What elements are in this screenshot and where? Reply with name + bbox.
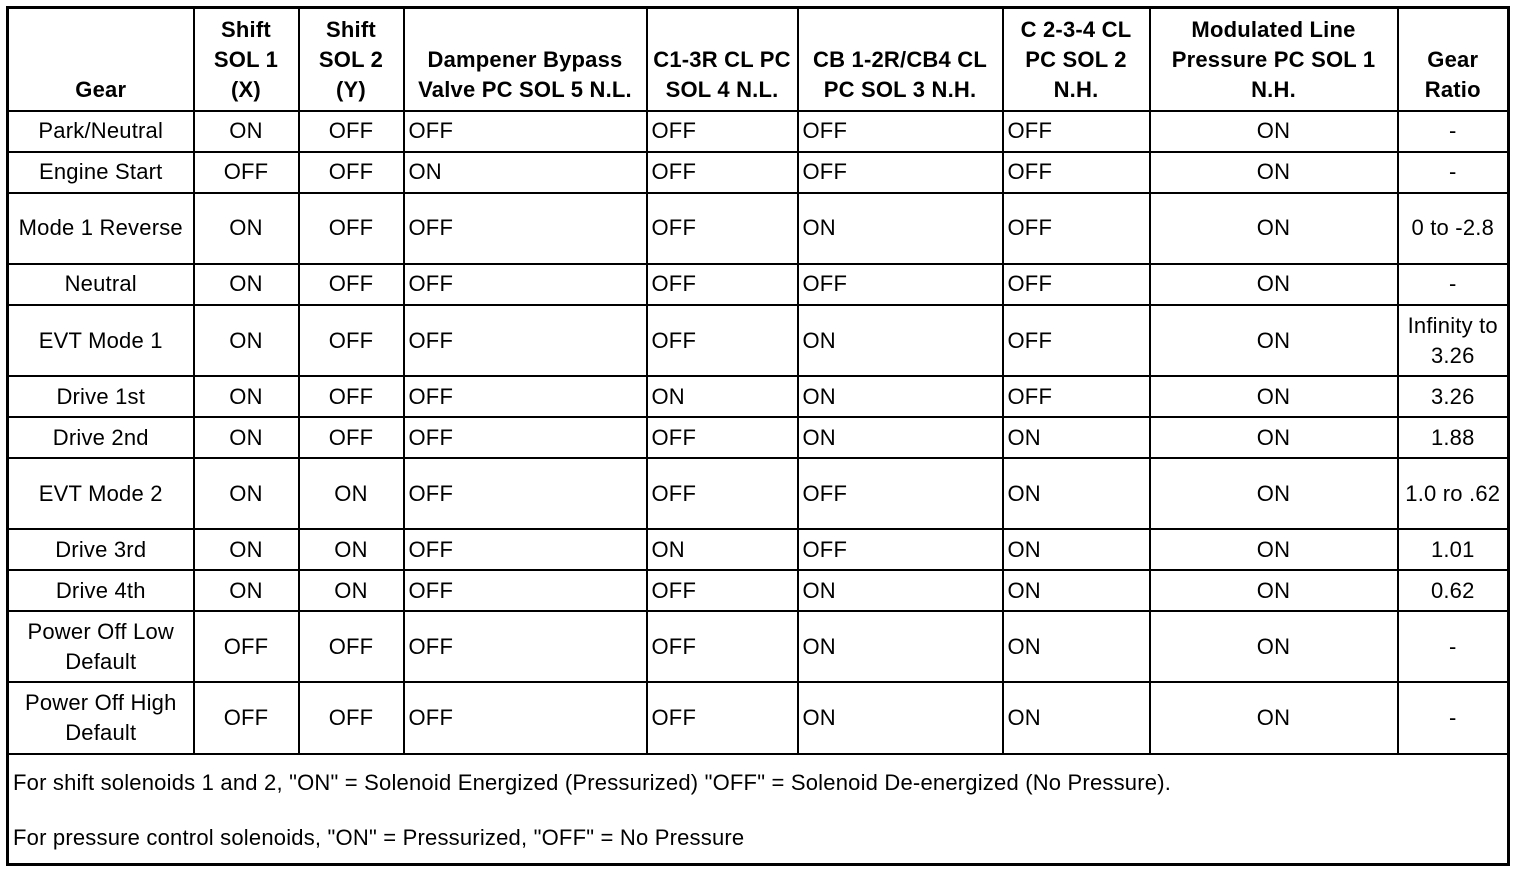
pc-sol-2-cell: OFF: [1003, 111, 1150, 152]
table-row: [8, 529, 1509, 570]
header-pc-sol-3: CB 1-2R/CB4 CL PC SOL 3 N.H.: [798, 8, 1003, 112]
shift-sol-2-cell: ON: [299, 570, 404, 611]
header-shift-sol-1: Shift SOL 1 (X): [194, 8, 299, 112]
table-row: [8, 458, 1509, 529]
pc-sol-1-cell: ON: [1150, 305, 1398, 376]
shift-sol-1-cell: ON: [194, 264, 299, 305]
gear-ratio-cell: -: [1398, 682, 1509, 754]
pc-sol-5-cell: OFF: [404, 458, 647, 529]
gear-cell: Drive 2nd: [8, 417, 194, 458]
shift-sol-1-cell: ON: [194, 111, 299, 152]
shift-sol-2-cell: OFF: [299, 193, 404, 264]
gear-cell: Engine Start: [8, 152, 194, 193]
pc-sol-1-cell: ON: [1150, 458, 1398, 529]
table-row: [8, 193, 1509, 264]
gear-ratio-cell: 3.26: [1398, 376, 1509, 417]
pc-sol-5-cell: OFF: [404, 193, 647, 264]
shift-sol-2-cell: OFF: [299, 152, 404, 193]
pc-sol-1-cell: ON: [1150, 611, 1398, 682]
pc-sol-1-cell: ON: [1150, 417, 1398, 458]
shift-sol-2-cell: ON: [299, 458, 404, 529]
gear-ratio-cell: 1.01: [1398, 529, 1509, 570]
pc-sol-5-cell: OFF: [404, 529, 647, 570]
pc-sol-4-cell: OFF: [647, 682, 798, 754]
notes-cell: [8, 754, 1509, 865]
gear-cell: Neutral: [8, 264, 194, 305]
pc-sol-3-cell: ON: [798, 611, 1003, 682]
pc-sol-2-cell: ON: [1003, 570, 1150, 611]
shift-sol-1-cell: ON: [194, 193, 299, 264]
pc-sol-4-cell: OFF: [647, 305, 798, 376]
gear-cell: Park/Neutral: [8, 111, 194, 152]
gear-cell: EVT Mode 1: [8, 305, 194, 376]
table-row: [8, 611, 1509, 682]
pc-sol-5-cell: OFF: [404, 682, 647, 754]
pc-sol-3-cell: ON: [798, 570, 1003, 611]
gear-cell: EVT Mode 2: [8, 458, 194, 529]
pc-sol-3-cell: ON: [798, 417, 1003, 458]
gear-ratio-cell: -: [1398, 611, 1509, 682]
shift-sol-1-cell: OFF: [194, 611, 299, 682]
shift-sol-1-cell: ON: [194, 376, 299, 417]
shift-sol-2-cell: ON: [299, 529, 404, 570]
pc-sol-3-cell: ON: [798, 193, 1003, 264]
shift-sol-2-cell: OFF: [299, 305, 404, 376]
pressure-control-note: For pressure control solenoids, "ON" = Pressurized, "OFF" = No Pressure: [13, 825, 745, 850]
pc-sol-5-cell: OFF: [404, 305, 647, 376]
solenoid-application-table: [6, 6, 1510, 866]
pc-sol-4-cell: ON: [647, 376, 798, 417]
pc-sol-1-cell: ON: [1150, 193, 1398, 264]
pc-sol-3-cell: ON: [798, 376, 1003, 417]
table-row: [8, 152, 1509, 193]
gear-ratio-cell: 1.0 ro .62: [1398, 458, 1509, 529]
shift-sol-1-cell: ON: [194, 305, 299, 376]
header-pc-sol-2: C 2-3-4 CL PC SOL 2 N.H.: [1003, 8, 1150, 112]
shift-solenoid-note: For shift solenoids 1 and 2, "ON" = Solenoid Energized (Pressurized) "OFF" = Solenoid De-energized (No Pressure).: [13, 770, 1172, 795]
pc-sol-1-cell: ON: [1150, 264, 1398, 305]
header-gear: Gear: [8, 8, 194, 112]
shift-sol-2-cell: OFF: [299, 417, 404, 458]
pc-sol-4-cell: ON: [647, 529, 798, 570]
pc-sol-5-cell: OFF: [404, 264, 647, 305]
gear-ratio-cell: 1.88: [1398, 417, 1509, 458]
pc-sol-4-cell: OFF: [647, 458, 798, 529]
gear-ratio-cell: 0.62: [1398, 570, 1509, 611]
pc-sol-2-cell: OFF: [1003, 264, 1150, 305]
pc-sol-4-cell: OFF: [647, 111, 798, 152]
notes-row: [8, 754, 1509, 865]
pc-sol-2-cell: ON: [1003, 682, 1150, 754]
pc-sol-2-cell: OFF: [1003, 376, 1150, 417]
pc-sol-3-cell: OFF: [798, 264, 1003, 305]
pc-sol-5-cell: OFF: [404, 111, 647, 152]
table-row: [8, 682, 1509, 754]
table-row: [8, 111, 1509, 152]
pc-sol-2-cell: OFF: [1003, 152, 1150, 193]
gear-ratio-cell: -: [1398, 152, 1509, 193]
pc-sol-2-cell: OFF: [1003, 193, 1150, 264]
gear-ratio-cell: 0 to -2.8: [1398, 193, 1509, 264]
pc-sol-3-cell: OFF: [798, 111, 1003, 152]
pc-sol-3-cell: OFF: [798, 458, 1003, 529]
gear-cell: Drive 3rd: [8, 529, 194, 570]
header-pc-sol-5: Dampener Bypass Valve PC SOL 5 N.L.: [404, 8, 647, 112]
pc-sol-4-cell: OFF: [647, 193, 798, 264]
pc-sol-1-cell: ON: [1150, 152, 1398, 193]
gear-cell: Drive 1st: [8, 376, 194, 417]
pc-sol-1-cell: ON: [1150, 682, 1398, 754]
header-row: [8, 8, 1509, 112]
gear-cell: Power Off High Default: [8, 682, 194, 754]
pc-sol-4-cell: OFF: [647, 417, 798, 458]
shift-sol-1-cell: OFF: [194, 152, 299, 193]
pc-sol-5-cell: OFF: [404, 417, 647, 458]
pc-sol-5-cell: ON: [404, 152, 647, 193]
pc-sol-4-cell: OFF: [647, 570, 798, 611]
pc-sol-2-cell: ON: [1003, 611, 1150, 682]
shift-sol-2-cell: OFF: [299, 264, 404, 305]
shift-sol-1-cell: OFF: [194, 682, 299, 754]
shift-sol-2-cell: OFF: [299, 376, 404, 417]
pc-sol-2-cell: ON: [1003, 529, 1150, 570]
pc-sol-3-cell: ON: [798, 305, 1003, 376]
pc-sol-2-cell: ON: [1003, 417, 1150, 458]
pc-sol-3-cell: OFF: [798, 529, 1003, 570]
shift-sol-1-cell: ON: [194, 417, 299, 458]
table-row: [8, 264, 1509, 305]
gear-ratio-cell: -: [1398, 264, 1509, 305]
shift-sol-1-cell: ON: [194, 458, 299, 529]
pc-sol-1-cell: ON: [1150, 570, 1398, 611]
pc-sol-1-cell: ON: [1150, 529, 1398, 570]
pc-sol-4-cell: OFF: [647, 152, 798, 193]
pc-sol-5-cell: OFF: [404, 376, 647, 417]
pc-sol-2-cell: OFF: [1003, 305, 1150, 376]
gear-ratio-cell: Infinity to 3.26: [1398, 305, 1509, 376]
shift-sol-1-cell: ON: [194, 529, 299, 570]
gear-cell: Power Off Low Default: [8, 611, 194, 682]
header-gear-ratio: Gear Ratio: [1398, 8, 1509, 112]
shift-sol-2-cell: OFF: [299, 111, 404, 152]
header-pc-sol-1: Modulated Line Pressure PC SOL 1 N.H.: [1150, 8, 1398, 112]
shift-sol-1-cell: ON: [194, 570, 299, 611]
table-row: [8, 376, 1509, 417]
shift-sol-2-cell: OFF: [299, 682, 404, 754]
pc-sol-1-cell: ON: [1150, 111, 1398, 152]
pc-sol-4-cell: OFF: [647, 264, 798, 305]
gear-cell: Drive 4th: [8, 570, 194, 611]
shift-sol-2-cell: OFF: [299, 611, 404, 682]
pc-sol-3-cell: ON: [798, 682, 1003, 754]
table-row: [8, 417, 1509, 458]
pc-sol-1-cell: ON: [1150, 376, 1398, 417]
header-shift-sol-2: Shift SOL 2 (Y): [299, 8, 404, 112]
pc-sol-4-cell: OFF: [647, 611, 798, 682]
pc-sol-5-cell: OFF: [404, 611, 647, 682]
pc-sol-3-cell: OFF: [798, 152, 1003, 193]
pc-sol-5-cell: OFF: [404, 570, 647, 611]
gear-cell: Mode 1 Reverse: [8, 193, 194, 264]
header-pc-sol-4: C1-3R CL PC SOL 4 N.L.: [647, 8, 798, 112]
table-row: [8, 570, 1509, 611]
table-row: [8, 305, 1509, 376]
gear-ratio-cell: -: [1398, 111, 1509, 152]
pc-sol-2-cell: ON: [1003, 458, 1150, 529]
